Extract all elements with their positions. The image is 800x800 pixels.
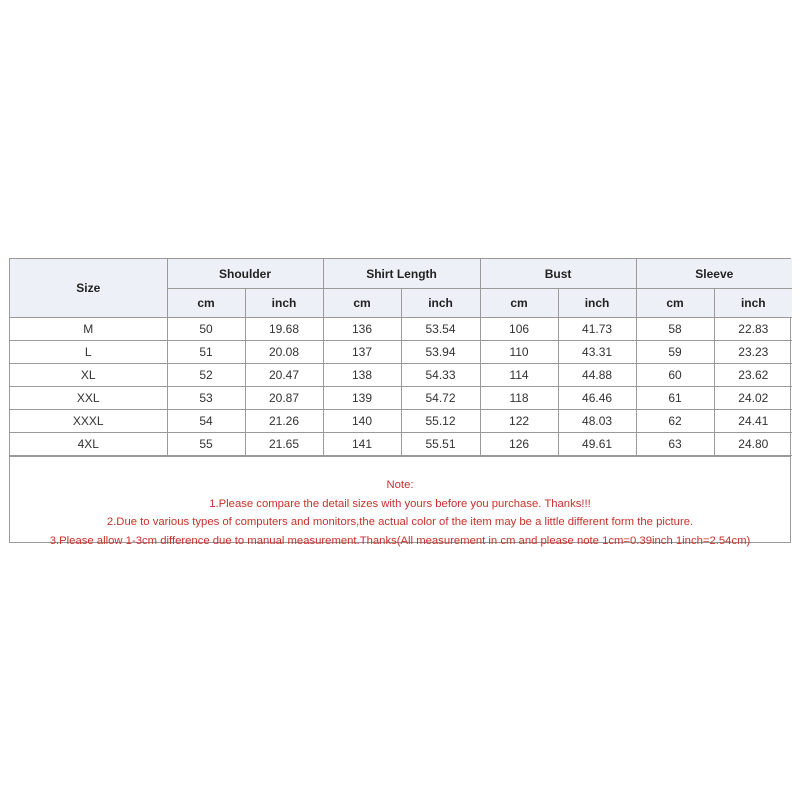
header-group-row [10,259,792,289]
size-cell: XXXL [10,410,167,433]
table-cell: 55.12 [401,410,480,433]
table-cell: 53 [167,387,245,410]
table-cell: 54.33 [401,364,480,387]
table-cell: 48.03 [558,410,636,433]
table-cell: 55.51 [401,433,480,456]
table-cell: 23.23 [714,341,792,364]
unit-header: inch [401,289,480,318]
table-cell: 24.02 [714,387,792,410]
table-cell: 61 [636,387,714,410]
size-chart [9,258,791,547]
table-cell: 141 [323,433,401,456]
note-title: Note: [386,479,414,491]
table-cell: 126 [480,433,558,456]
table-cell: 43.31 [558,341,636,364]
table-cell: 60 [636,364,714,387]
unit-header: cm [636,289,714,318]
table-cell: 19.68 [245,318,323,341]
table-cell: 22.83 [714,318,792,341]
unit-header: cm [323,289,401,318]
table-cell: 20.47 [245,364,323,387]
table-cell: 58 [636,318,714,341]
size-header: Size [10,259,167,318]
table-cell: 21.26 [245,410,323,433]
note-line: 2.Due to various types of computers and monitors,the actual color of the item may be a little different form the picture. [106,516,694,528]
table-row [10,433,792,456]
size-cell: XXL [10,387,167,410]
table-row [10,364,792,387]
size-cell: L [10,341,167,364]
table-cell: 52 [167,364,245,387]
table-cell: 59 [636,341,714,364]
table-cell: 62 [636,410,714,433]
table-cell: 137 [323,341,401,364]
shirt-length-header: Shirt Length [323,259,480,289]
table-cell: 53.54 [401,318,480,341]
table-row [10,410,792,433]
size-cell: XL [10,364,167,387]
table-cell: 55 [167,433,245,456]
table-cell: 54.72 [401,387,480,410]
bust-header: Bust [480,259,636,289]
unit-header: inch [714,289,792,318]
table-cell: 24.80 [714,433,792,456]
unit-header: cm [480,289,558,318]
table-cell: 23.62 [714,364,792,387]
table-cell: 41.73 [558,318,636,341]
table-cell: 140 [323,410,401,433]
table-cell: 20.87 [245,387,323,410]
table-row [10,387,792,410]
table-cell: 51 [167,341,245,364]
table-row [10,341,792,364]
sleeve-header: Sleeve [636,259,792,289]
table-cell: 49.61 [558,433,636,456]
notes-section [10,456,790,547]
table-cell: 21.65 [245,433,323,456]
table-cell: 44.88 [558,364,636,387]
table-cell: 63 [636,433,714,456]
unit-header: cm [167,289,245,318]
table-cell: 139 [323,387,401,410]
size-cell: 4XL [10,433,167,456]
table-cell: 53.94 [401,341,480,364]
table-cell: 50 [167,318,245,341]
table-row [10,318,792,341]
unit-header: inch [245,289,323,318]
table-cell: 46.46 [558,387,636,410]
table-cell: 136 [323,318,401,341]
table-cell: 54 [167,410,245,433]
table-cell: 114 [480,364,558,387]
shoulder-header: Shoulder [167,259,323,289]
note-line: 1.Please compare the detail sizes with yours before you purchase. Thanks!!! [209,497,591,510]
table-cell: 106 [480,318,558,341]
table-cell: 110 [480,341,558,364]
table-cell: 118 [480,387,558,410]
size-cell: M [10,318,167,341]
size-table [10,259,792,456]
table-cell: 138 [323,364,401,387]
unit-header: inch [558,289,636,318]
table-cell: 20.08 [245,341,323,364]
note-line: 3.Please allow 1-3cm difference due to manual measurement.Thanks(All measurement in cm and please note 1cm=0.39inch 1inch=2.54cm) [49,534,751,547]
table-cell: 24.41 [714,410,792,433]
table-cell: 122 [480,410,558,433]
